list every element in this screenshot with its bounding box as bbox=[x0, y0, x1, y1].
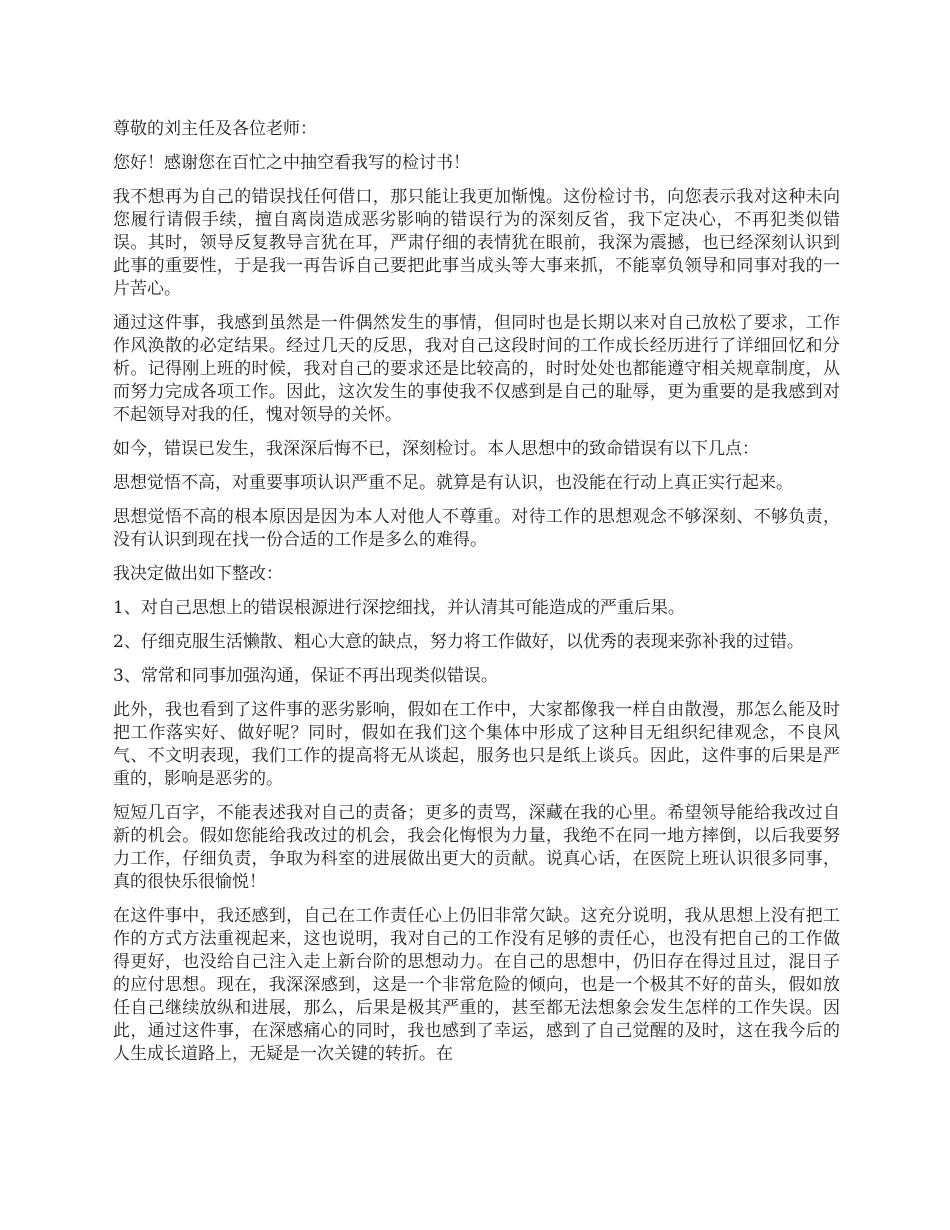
body-paragraph: 思想觉悟不高的根本原因是因为本人对他人不尊重。对待工作的思想观念不够深刻、不够负责，没有认识到现在找一份合适的工作是多么的难得。 bbox=[113, 507, 840, 550]
list-item: 3、常常和同事加强沟通，保证不再出现类似错误。 bbox=[113, 666, 498, 686]
body-paragraph: 通过这件事，我感到虽然是一件偶然发生的事情，但同时也是长期以来对自己放松了要求，工作作风涣散的必定结果。经过几天的反思，我对自己这段时间的工作成长经历进行了详细回忆和分析。记得刚上班的时候，我对自己的要求还是比较高的，时时处处也都能遵守相关规章制度，从而努力完成各项工作。因此，这次发生的事使我不仅感到是自己的耻辱，更为重要的是我感到对不起领导对我的任，愧对领导的关怀。 bbox=[113, 313, 840, 425]
list-item: 2、仔细克服生活懒散、粗心大意的缺点，努力将工作做好，以优秀的表现来弥补我的过错。 bbox=[113, 632, 804, 652]
document-body bbox=[113, 118, 840, 1077]
list-item: 1、对自己思想上的错误根源进行深挖细找，并认清其可能造成的严重后果。 bbox=[113, 598, 685, 618]
body-paragraph: 短短几百字，不能表述我对自己的责备；更多的责骂，深藏在我的心里。希望领导能给我改过自新的机会。假如您能给我改过的机会，我会化悔恨为力量，我绝不在同一地方摔倒，以后我要努力工作，仔细负责，争取为科室的进展做出更大的贡献。说真心话，在医院上班认识很多同事，真的很快乐很愉悦！ bbox=[113, 803, 840, 892]
body-paragraph: 如今，错误已发生，我深深后悔不已，深刻检讨。本人思想中的致命错误有以下几点： bbox=[113, 439, 759, 459]
greeting-paragraph: 您好！感谢您在百忙之中抽空看我写的检讨书！ bbox=[113, 153, 470, 173]
body-paragraph: 在这件事中，我还感到，自己在工作责任心上仍旧非常欠缺。这充分说明，我从思想上没有把工作的方式方法重视起来，这也说明，我对自己的工作没有足够的责任心，也没有把自己的工作做得更好，也没给自己注入走上新台阶的思想动力。在自己的思想中，仍旧存在得过且过，混日子的应付思想。现在，我深深感到，这是一个非常危险的倾向，也是一个极其不好的苗头，假如放任自己继续放纵和进展，那么，后果是极其严重的，甚至都无法想象会发生怎样的工作失误。因此，通过这件事，在深感痛心的同时，我也感到了幸运，感到了自己觉醒的及时，这在我今后的人生成长道路上，无疑是一次关键的转折。在 bbox=[113, 906, 840, 1064]
body-paragraph: 我决定做出如下整改： bbox=[113, 564, 283, 584]
body-paragraph: 思想觉悟不高，对重要事项认识严重不足。就算是有认识，也没能在行动上真正实行起来。 bbox=[113, 473, 793, 493]
body-paragraph: 我不想再为自己的错误找任何借口，那只能让我更加惭愧。这份检讨书，向您表示我对这种未向您履行请假手续，擅自离岗造成恶劣影响的错误行为的深刻反省，我下定决心，不再犯类似错误。其时，领导反复教导言犹在耳，严肃仔细的表情犹在眼前，我深为震撼，也已经深刻认识到此事的重要性，于是我一再告诉自己要把此事当成头等大事来抓，不能辜负领导和同事对我的一片苦心。 bbox=[113, 187, 840, 299]
body-paragraph: 此外，我也看到了这件事的恶劣影响，假如在工作中，大家都像我一样自由散漫，那怎么能及时把工作落实好、做好呢？同时，假如在我们这个集体中形成了这种目无组织纪律观念，不良风气、不文明表现，我们工作的提高将无从谈起，服务也只是纸上谈兵。因此，这件事的后果是严重的，影响是恶劣的。 bbox=[113, 700, 840, 789]
salutation: 尊敬的刘主任及各位老师： bbox=[113, 119, 317, 139]
